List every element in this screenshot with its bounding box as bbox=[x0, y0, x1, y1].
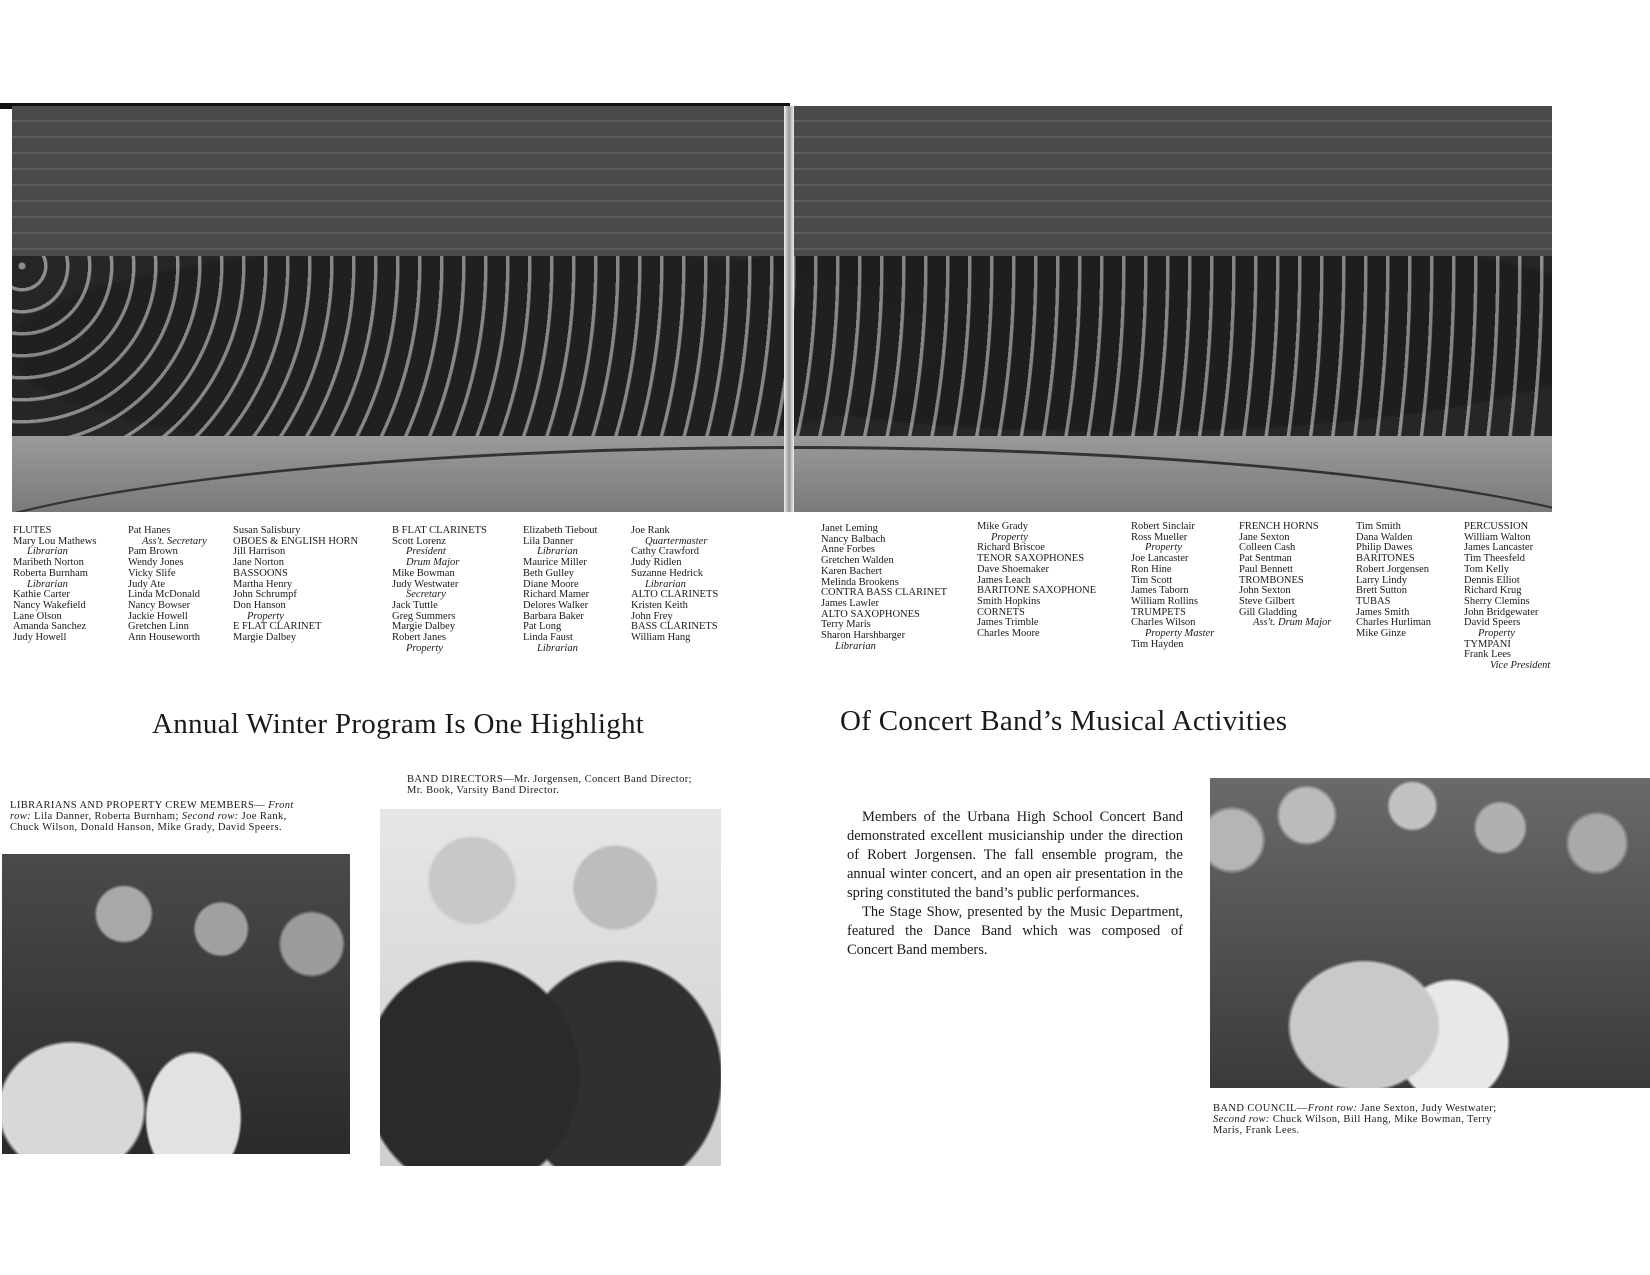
roster-entry: Paul Bennett bbox=[1239, 563, 1293, 575]
roster-entry: Property bbox=[406, 642, 443, 654]
roster-column bbox=[523, 526, 597, 654]
roster-entry: Linda McDonald bbox=[128, 589, 201, 601]
roster-entry: ALTO CLARINETS bbox=[631, 589, 719, 601]
roster-entry: Ass't. Drum Major bbox=[1253, 617, 1332, 629]
roster-entry: Ron Hine bbox=[1131, 563, 1172, 575]
caption-second-names: Chuck Wilson, Bill Hang, Mike Bowman, Terry Maris, Frank Lees. bbox=[1213, 1114, 1492, 1136]
roster-entry: Mary Lou Mathews bbox=[13, 535, 97, 547]
roster-entry: Property bbox=[247, 610, 284, 622]
roster-entry: Ross Mueller bbox=[1131, 531, 1188, 543]
roster-entry: Sharon Harshbarger bbox=[821, 630, 906, 642]
roster-entry: Colleen Cash bbox=[1239, 542, 1296, 554]
caption-front-label: Front row: bbox=[1307, 1103, 1358, 1114]
roster-entry: Janet Leming bbox=[821, 523, 878, 534]
roster-entry: Robert Jorgensen bbox=[1356, 563, 1430, 575]
roster-entry: John Bridgewater bbox=[1464, 606, 1539, 618]
roster-entry: Librarian bbox=[537, 642, 578, 654]
roster-entry: Charles Moore bbox=[977, 628, 1040, 640]
roster-entry: Martha Henry bbox=[233, 578, 293, 590]
roster-entry: Sherry Clemins bbox=[1464, 595, 1530, 607]
caption-second-label: Second row: bbox=[181, 811, 239, 822]
roster-entry: James Lawler bbox=[821, 597, 880, 609]
roster-column bbox=[631, 526, 718, 644]
roster-entry: TUBAS bbox=[1356, 595, 1391, 607]
caption-label: LIBRARIANS AND PROPERTY CREW MEMBERS— bbox=[10, 800, 266, 811]
roster-column bbox=[233, 526, 358, 644]
roster-entry: Judy Ridlen bbox=[631, 557, 682, 569]
roster-entry: Tim Scott bbox=[1131, 574, 1173, 586]
roster-entry: OBOES & ENGLISH HORN bbox=[233, 535, 359, 547]
caption-second-names: Joe Rank, Chuck Wilson, Donald Hanson, Mike Grady, David Speers. bbox=[10, 811, 287, 833]
roster-entry: BARITONE SAXOPHONE bbox=[977, 585, 1097, 597]
article-paragraph: Members of the Urbana High School Concert Band demonstrated excellent musicianship under the direction of Robert Jorgensen. The fall ensemble program, the annual winter concert, and an open air presentation in the spring constituted the band’s public performances. bbox=[847, 809, 1183, 901]
roster-entry: John Frey bbox=[631, 610, 673, 622]
roster-entry: Margie Dalbey bbox=[392, 621, 456, 633]
roster-entry: Mike Grady bbox=[977, 521, 1029, 532]
article-paragraph: The Stage Show, presented by the Music Department, featured the Dance Band which was composed of Concert Band members. bbox=[847, 904, 1183, 958]
roster-entry: Tom Kelly bbox=[1464, 563, 1510, 575]
roster-entry: Librarian bbox=[835, 640, 876, 652]
roster-column bbox=[128, 526, 207, 644]
roster-entry: William Hang bbox=[631, 632, 691, 644]
roster-entry: FLUTES bbox=[13, 525, 52, 536]
roster-entry: Jill Harrison bbox=[233, 546, 286, 558]
roster-entry: Dana Walden bbox=[1356, 531, 1413, 543]
roster-entry: Delores Walker bbox=[523, 599, 589, 611]
roster-entry: Cathy Crawford bbox=[631, 546, 699, 558]
roster-entry: Charles Wilson bbox=[1131, 617, 1196, 629]
roster-entry: Lane Olson bbox=[13, 610, 62, 622]
directors-caption: BAND DIRECTORS—Mr. Jorgensen, Concert Band Director; Mr. Book, Varsity Band Director. bbox=[407, 774, 692, 796]
roster-entry: Librarian bbox=[537, 546, 578, 558]
roster-entry: Ass't. Secretary bbox=[142, 535, 207, 547]
roster-entry: Beth Gulley bbox=[523, 567, 575, 579]
council-caption bbox=[1213, 1103, 1503, 1136]
roster-entry: Roberta Burnham bbox=[13, 567, 88, 579]
roster-entry: Joe Rank bbox=[631, 525, 670, 536]
roster-column bbox=[392, 526, 487, 654]
roster-entry: James Smith bbox=[1356, 606, 1410, 618]
roster-entry: Frank Lees bbox=[1464, 649, 1511, 661]
roster-entry: Nancy Balbach bbox=[821, 533, 886, 545]
roster-entry: Smith Hopkins bbox=[977, 595, 1041, 607]
roster-entry: Tim Hayden bbox=[1131, 638, 1184, 650]
roster-entry: Charles Hurliman bbox=[1356, 617, 1431, 629]
roster-entry: Wendy Jones bbox=[128, 557, 184, 569]
concert-band-group-photo bbox=[12, 106, 1552, 512]
roster-entry: Mike Bowman bbox=[392, 567, 455, 579]
roster-entry: President bbox=[406, 546, 446, 558]
roster-entry: Greg Summers bbox=[392, 610, 456, 622]
roster-entry: David Speers bbox=[1464, 617, 1521, 629]
roster-entry: Richard Mamer bbox=[523, 589, 590, 601]
article-body bbox=[847, 808, 1183, 960]
roster-entry: Secretary bbox=[406, 589, 446, 601]
roster-entry: Jackie Howell bbox=[128, 610, 188, 622]
roster-entry: Pat Sentman bbox=[1239, 553, 1292, 565]
roster-entry: E FLAT CLARINET bbox=[233, 621, 322, 633]
roster-entry: Maribeth Norton bbox=[13, 557, 84, 569]
roster-column bbox=[977, 522, 1096, 640]
roster-entry: TYMPANI bbox=[1464, 638, 1511, 650]
roster-entry: Barbara Baker bbox=[523, 610, 584, 622]
caption-second-label: Second row: bbox=[1213, 1114, 1270, 1125]
roster-entry: Robert Janes bbox=[392, 632, 446, 644]
roster-entry: Quartermaster bbox=[645, 535, 708, 547]
roster-entry: Pam Brown bbox=[128, 546, 178, 558]
roster-entry: Drum Major bbox=[406, 557, 460, 569]
roster-entry: Lila Danner bbox=[523, 535, 574, 547]
roster-entry: Nancy Bowser bbox=[128, 599, 191, 611]
roster-entry: Pat Hanes bbox=[128, 525, 171, 536]
roster-entry: Mike Ginze bbox=[1356, 628, 1406, 640]
roster-entry: Joe Lancaster bbox=[1131, 553, 1189, 565]
roster-entry: James Taborn bbox=[1131, 585, 1189, 597]
roster-entry: Librarian bbox=[27, 578, 68, 590]
roster-entry: Richard Briscoe bbox=[977, 542, 1045, 554]
roster-entry: Jane Sexton bbox=[1239, 531, 1290, 543]
gym-floor bbox=[12, 436, 1552, 512]
librarians-caption bbox=[10, 800, 315, 833]
roster-entry: BASS CLARINETS bbox=[631, 621, 718, 633]
roster-entry: Vice President bbox=[1490, 660, 1551, 672]
roster-column bbox=[821, 524, 947, 652]
roster-entry: Karen Bachert bbox=[821, 565, 882, 577]
roster-entry: Dave Shoemaker bbox=[977, 563, 1050, 575]
roster-entry: James Leach bbox=[977, 574, 1031, 586]
roster-entry: Suzanne Hedrick bbox=[631, 567, 704, 579]
roster-entry: B FLAT CLARINETS bbox=[392, 525, 487, 536]
roster-entry: CORNETS bbox=[977, 606, 1025, 618]
roster-entry: Linda Faust bbox=[523, 632, 573, 644]
caption-label: BAND COUNCIL— bbox=[1213, 1103, 1308, 1114]
roster-entry: Jack Tuttle bbox=[392, 599, 438, 611]
roster-entry: ALTO SAXOPHONES bbox=[821, 608, 920, 620]
roster-entry: Gill Gladding bbox=[1239, 606, 1298, 618]
roster-entry: Jane Norton bbox=[233, 557, 285, 569]
roster-column bbox=[1131, 522, 1214, 650]
roster-entry: Susan Salisbury bbox=[233, 525, 301, 536]
roster-entry: James Lancaster bbox=[1464, 542, 1534, 554]
roster-entry: Melinda Brookens bbox=[821, 576, 899, 588]
roster-entry: Terry Maris bbox=[821, 619, 871, 631]
roster-entry: James Trimble bbox=[977, 617, 1039, 629]
roster-column bbox=[13, 526, 96, 644]
roster-entry: Kristen Keith bbox=[631, 599, 688, 611]
roster-entry: Pat Long bbox=[523, 621, 562, 633]
roster-entry: William Rollins bbox=[1131, 595, 1198, 607]
roster-entry: Judy Westwater bbox=[392, 578, 459, 590]
roster-entry: Gretchen Walden bbox=[821, 555, 894, 567]
roster-column bbox=[1356, 522, 1431, 640]
roster-entry: Judy Howell bbox=[13, 632, 67, 644]
headline-right: Of Concert Band’s Musical Activities bbox=[840, 705, 1288, 737]
roster-entry: Maurice Miller bbox=[523, 557, 587, 569]
roster-entry: BARITONES bbox=[1356, 553, 1415, 565]
roster-entry: PERCUSSION bbox=[1464, 521, 1529, 532]
roster-entry: William Walton bbox=[1464, 531, 1531, 543]
roster-entry: Tim Theesfeld bbox=[1464, 553, 1525, 565]
roster-entry: TRUMPETS bbox=[1131, 606, 1186, 618]
roster-entry: Margie Dalbey bbox=[233, 632, 297, 644]
roster-entry: Diane Moore bbox=[523, 578, 579, 590]
roster-entry: Philip Dawes bbox=[1356, 542, 1413, 554]
roster-entry: Elizabeth Tiebout bbox=[523, 525, 598, 536]
roster-entry: FRENCH HORNS bbox=[1239, 521, 1319, 532]
roster-entry: Tim Smith bbox=[1356, 521, 1401, 532]
roster-entry: Anne Forbes bbox=[821, 544, 875, 556]
roster-entry: Ann Houseworth bbox=[128, 632, 201, 644]
roster-entry: John Sexton bbox=[1239, 585, 1291, 597]
page-gutter bbox=[784, 106, 794, 512]
caption-front-names: Lila Danner, Roberta Burnham; bbox=[31, 811, 179, 822]
roster-entry: TROMBONES bbox=[1239, 574, 1304, 586]
roster-entry: Librarian bbox=[645, 578, 686, 590]
band-council-photo bbox=[1210, 778, 1650, 1088]
headline-left: Annual Winter Program Is One Highlight bbox=[152, 708, 645, 740]
roster-entry: Dennis Elliot bbox=[1464, 574, 1520, 586]
roster-entry: Steve Gilbert bbox=[1239, 595, 1295, 607]
librarians-crew-photo bbox=[2, 854, 350, 1154]
roster-column bbox=[1464, 522, 1550, 672]
roster-entry: BASSOONS bbox=[233, 567, 288, 579]
caption-front-label: Front row: bbox=[10, 800, 294, 822]
roster-entry: Kathie Carter bbox=[13, 589, 70, 601]
roster-entry: Property bbox=[991, 531, 1028, 543]
roster-entry: Nancy Wakefield bbox=[13, 599, 86, 611]
roster-entry: Scott Lorenz bbox=[392, 535, 446, 547]
roster-entry: John Schrumpf bbox=[233, 589, 297, 601]
caption-front-names: Jane Sexton, Judy Westwater; bbox=[1357, 1103, 1497, 1114]
roster-entry: Property Master bbox=[1145, 628, 1215, 640]
roster-entry: Judy Ate bbox=[128, 578, 166, 590]
roster-column bbox=[1239, 522, 1331, 629]
roster-entry: Amanda Sanchez bbox=[13, 621, 87, 633]
roster-entry: Larry Lindy bbox=[1356, 574, 1408, 586]
band-members-rows bbox=[12, 256, 1552, 436]
roster-entry: Don Hanson bbox=[233, 599, 286, 611]
roster-entry: Brett Sutton bbox=[1356, 585, 1408, 597]
roster-entry: Robert Sinclair bbox=[1131, 521, 1195, 532]
roster-entry: Librarian bbox=[27, 546, 68, 558]
band-directors-photo bbox=[380, 809, 721, 1166]
roster-entry: CONTRA BASS CLARINET bbox=[821, 587, 948, 599]
roster-entry: Richard Krug bbox=[1464, 585, 1522, 597]
roster-entry: Gretchen Linn bbox=[128, 621, 189, 633]
roster-entry: Vicky Slife bbox=[128, 567, 176, 579]
roster-entry: TENOR SAXOPHONES bbox=[977, 553, 1085, 565]
roster-entry: Property bbox=[1145, 542, 1182, 554]
roster-entry: Property bbox=[1478, 628, 1515, 640]
